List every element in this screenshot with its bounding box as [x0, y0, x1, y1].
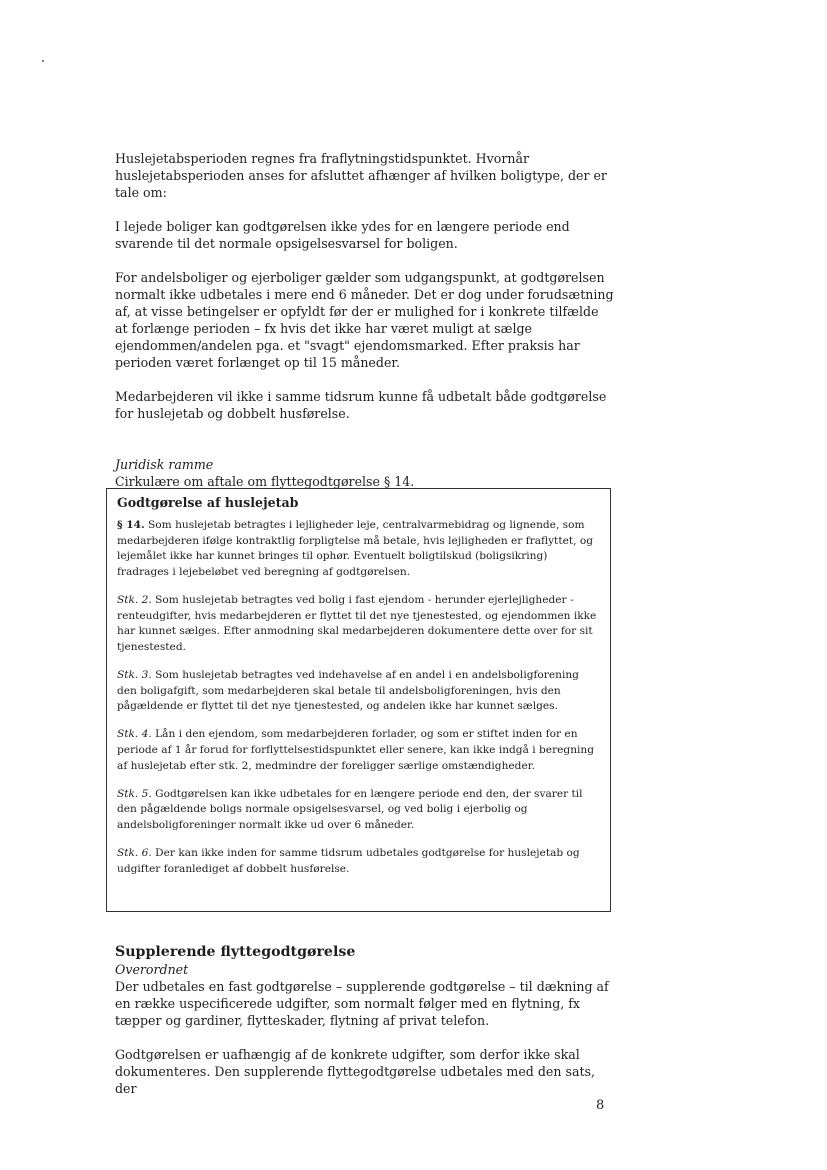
- page-number: 8: [596, 1098, 605, 1113]
- scan-speck: [42, 60, 44, 62]
- intro-paragraph-2: I lejede boliger kan godtgørelsen ikke ydes for en længere periode end svarende til det normale opsigelsesvarsel for boligen.: [115, 219, 570, 251]
- stk-5-label: Stk. 5.: [117, 787, 152, 800]
- stk-5-paragraph: [117, 787, 602, 834]
- stk-6-label: Stk. 6.: [117, 847, 152, 860]
- intro-paragraph-1: Huslejetabsperioden regnes fra fraflytningstidspunktet. Hvornår huslejetabsperioden anses for afsluttet afhænger af hvilken boligtype, der er tale om:: [115, 151, 607, 200]
- stk-2-paragraph: [117, 593, 602, 655]
- supplement-heading: Supplerende flyttegodtgørelse: [115, 944, 356, 960]
- supplement-section: [115, 944, 615, 1097]
- stk-2-label: Stk. 2.: [117, 593, 152, 606]
- supplement-paragraph-2: Godtgørelsen er uafhængig af de konkrete udgifter, som derfor ikke skal dokumenteres. Den supplerende flyttegodtgørelse udbetales med den sats, der: [115, 1047, 596, 1096]
- supplement-subheading: Overordnet: [115, 962, 189, 977]
- stk-4-text: Lån i den ejendom, som medarbejderen forlader, og som er stiftet inden for en periode af 1 år forud for forflyttelsestidspunktet eller senere, kan ikke indgå i beregning af huslejetab efter stk. 2, medmindre der foreligger særlige omstændigheder.: [117, 728, 595, 772]
- intro-paragraph-4: Medarbejderen vil ikke i samme tidsrum kunne få udbetalt både godtgørelse for huslejetab og dobbelt husførelse.: [115, 389, 607, 421]
- legal-box-title: Godtgørelse af huslejetab: [117, 495, 299, 510]
- stk-3-paragraph: [117, 668, 602, 715]
- stk-4-label: Stk. 4.: [117, 728, 152, 741]
- intro-paragraph-3: For andelsboliger og ejerboliger gælder som udgangspunkt, at godtgørelsen normalt ikke udbetales i mere end 6 måneder. Det er dog under forudsætning af, at visse betingelser er opfyldt før der er mulighed for i konkrete tilfælde at forlænge perioden – fx hvis det ikke har været muligt at sælge ejendommen/andelen pga. et "svagt" ejendomsmarked. Efter praksis har perioden været forlænget op til 15 måneder.: [115, 270, 614, 370]
- legal-framework-reference: Cirkulære om aftale om flyttegodtgørelse § 14.: [115, 474, 415, 489]
- section-14-paragraph: [117, 518, 602, 580]
- section-14-text: Som huslejetab betragtes i lejligheder leje, centralvarmebidrag og lignende, som medarbejderen ifølge kontraktlig forpligtelse må betale, hvis lejligheden er fraflyttet, og lejemålet ikke har kunnet bringes til ophør. Eventuelt boligtilskud (boligsikring) fradrages i lejebeløbet ved beregning af godtgørelsen.: [117, 519, 593, 578]
- section-14-label: § 14.: [117, 519, 145, 531]
- supplement-paragraph-1: Der udbetales en fast godtgørelse – supplerende godtgørelse – til dækning af en række uspecificerede udgifter, som normalt følger med en flytning, fx tæpper og gardiner, flytteskader, flytning af privat telefon.: [115, 979, 609, 1028]
- stk-5-text: Godtgørelsen kan ikke udbetales for en længere periode end den, der svarer til den pågældende boligs normale opsigelsesvarsel, og ved bolig i ejerbolig og andelsboligforeninger normalt ikke ud over 6 måneder.: [117, 787, 583, 831]
- legal-text-box: [106, 488, 611, 912]
- stk-4-paragraph: [117, 727, 602, 774]
- stk-3-text: Som huslejetab betragtes ved indehavelse af en andel i en andelsboligforening den boligafgift, som medarbejderen skal betale til andelsboligforeningen, hvis den pågældende er flyttet til det nye tjenestested, og andelen ikke har kunnet sælges.: [117, 668, 579, 713]
- stk-2-text: Som huslejetab betragtes ved bolig i fast ejendom - herunder ejerlejligheder - renteudgifter, hvis medarbejderen er flyttet til det nye tjenestested, og ejendommen ikke har kunnet sælges. Efter anmodning skal medarbejderen dokumentere dette over for sit tjenestested.: [117, 593, 597, 653]
- stk-6-text: Der kan ikke inden for samme tidsrum udbetales godtgørelse for huslejetab og udgifter foranlediget af dobbelt husførelse.: [117, 847, 580, 875]
- intro-section: [115, 150, 615, 490]
- stk-6-paragraph: [117, 846, 602, 877]
- stk-3-label: Stk. 3.: [117, 668, 152, 681]
- legal-framework-heading: Juridisk ramme: [115, 457, 214, 472]
